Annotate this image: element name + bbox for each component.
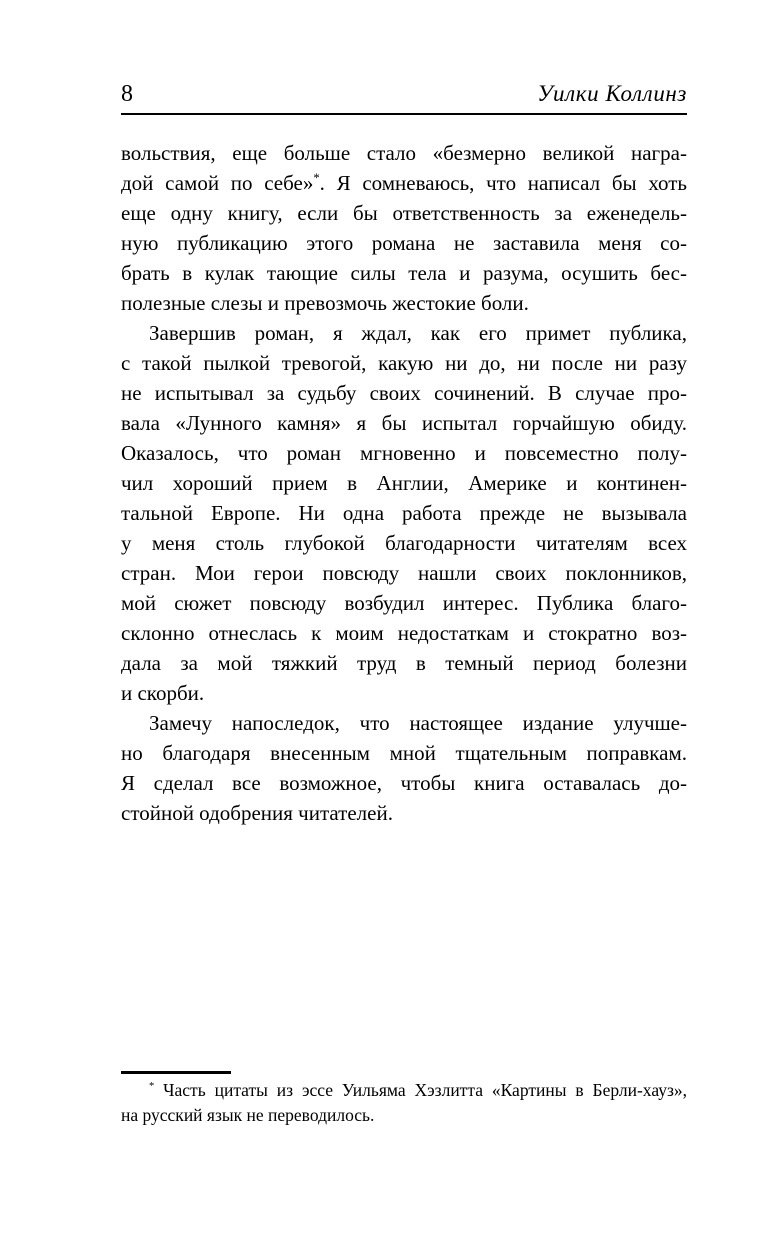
header-rule bbox=[121, 113, 687, 115]
footnote-section bbox=[121, 1078, 687, 1128]
text-line: дала за мой тяжкий труд в темный период болезни bbox=[121, 651, 687, 675]
text-line: вала «Лунного камня» я бы испытал горчайшую обиду. bbox=[121, 411, 687, 435]
page-number: 8 bbox=[121, 81, 133, 107]
paragraph bbox=[121, 318, 687, 708]
text-line: у меня столь глубокой благодарности читателям всех bbox=[121, 531, 687, 555]
text-line: на русский язык не переводилось. bbox=[121, 1105, 375, 1125]
text-line: дой самой по себе»*. Я сомневаюсь, что написал бы хоть bbox=[121, 171, 687, 195]
text-line: склонно отнеслась к моим недостаткам и стократно воз- bbox=[121, 621, 687, 645]
text-line: но благодаря внесенным мной тщательным поправкам. bbox=[121, 741, 687, 765]
text-line: Я сделал все возможное, чтобы книга оставалась до- bbox=[121, 771, 687, 795]
text-line: стран. Мои герои повсюду нашли своих поклонников, bbox=[121, 561, 687, 585]
text-line: Завершив роман, я ждал, как его примет публика, bbox=[149, 321, 687, 345]
text-line: стойной одобрения читателей. bbox=[121, 801, 393, 825]
text-line: Замечу напоследок, что настоящее издание улучше- bbox=[149, 711, 687, 735]
text-line: с такой пылкой тревогой, какую ни до, ни после ни разу bbox=[121, 351, 687, 375]
text-line: тальной Европе. Ни одна работа прежде не вызывала bbox=[121, 501, 687, 525]
running-title: Уилки Коллинз bbox=[537, 81, 687, 106]
footnote-marker: * bbox=[313, 171, 320, 185]
text-line: вольствия, еще больше стало «безмерно великой награ- bbox=[121, 141, 687, 165]
text-line: брать в кулак тающие силы тела и разума, осушить бес- bbox=[121, 261, 687, 285]
paragraph bbox=[121, 138, 687, 318]
text-line: Оказалось, что роман мгновенно и повсеместно полу- bbox=[121, 441, 687, 465]
text-line: ную публикацию этого романа не заставила меня со- bbox=[121, 231, 687, 255]
text-line: еще одну книгу, если бы ответственность за еженедель- bbox=[121, 201, 687, 225]
text-line: полезные слезы и превозмочь жестокие боли. bbox=[121, 291, 529, 315]
text-line: и скорби. bbox=[121, 681, 205, 705]
text-line: не испытывал за судьбу своих сочинений. В случае про- bbox=[121, 381, 687, 405]
footnote-rule bbox=[121, 1071, 231, 1074]
text-line: мой сюжет повсюду возбудил интерес. Публика благо- bbox=[121, 591, 687, 615]
text-line: чил хороший прием в Англии, Америке и континен- bbox=[121, 471, 687, 495]
text-line: * Часть цитаты из эссе Уильяма Хэзлитта «Картины в Берли-хауз», bbox=[149, 1080, 687, 1100]
body-text bbox=[121, 138, 687, 828]
paragraph bbox=[121, 708, 687, 828]
footnote-marker: * bbox=[149, 1081, 155, 1093]
page-header bbox=[121, 81, 687, 107]
